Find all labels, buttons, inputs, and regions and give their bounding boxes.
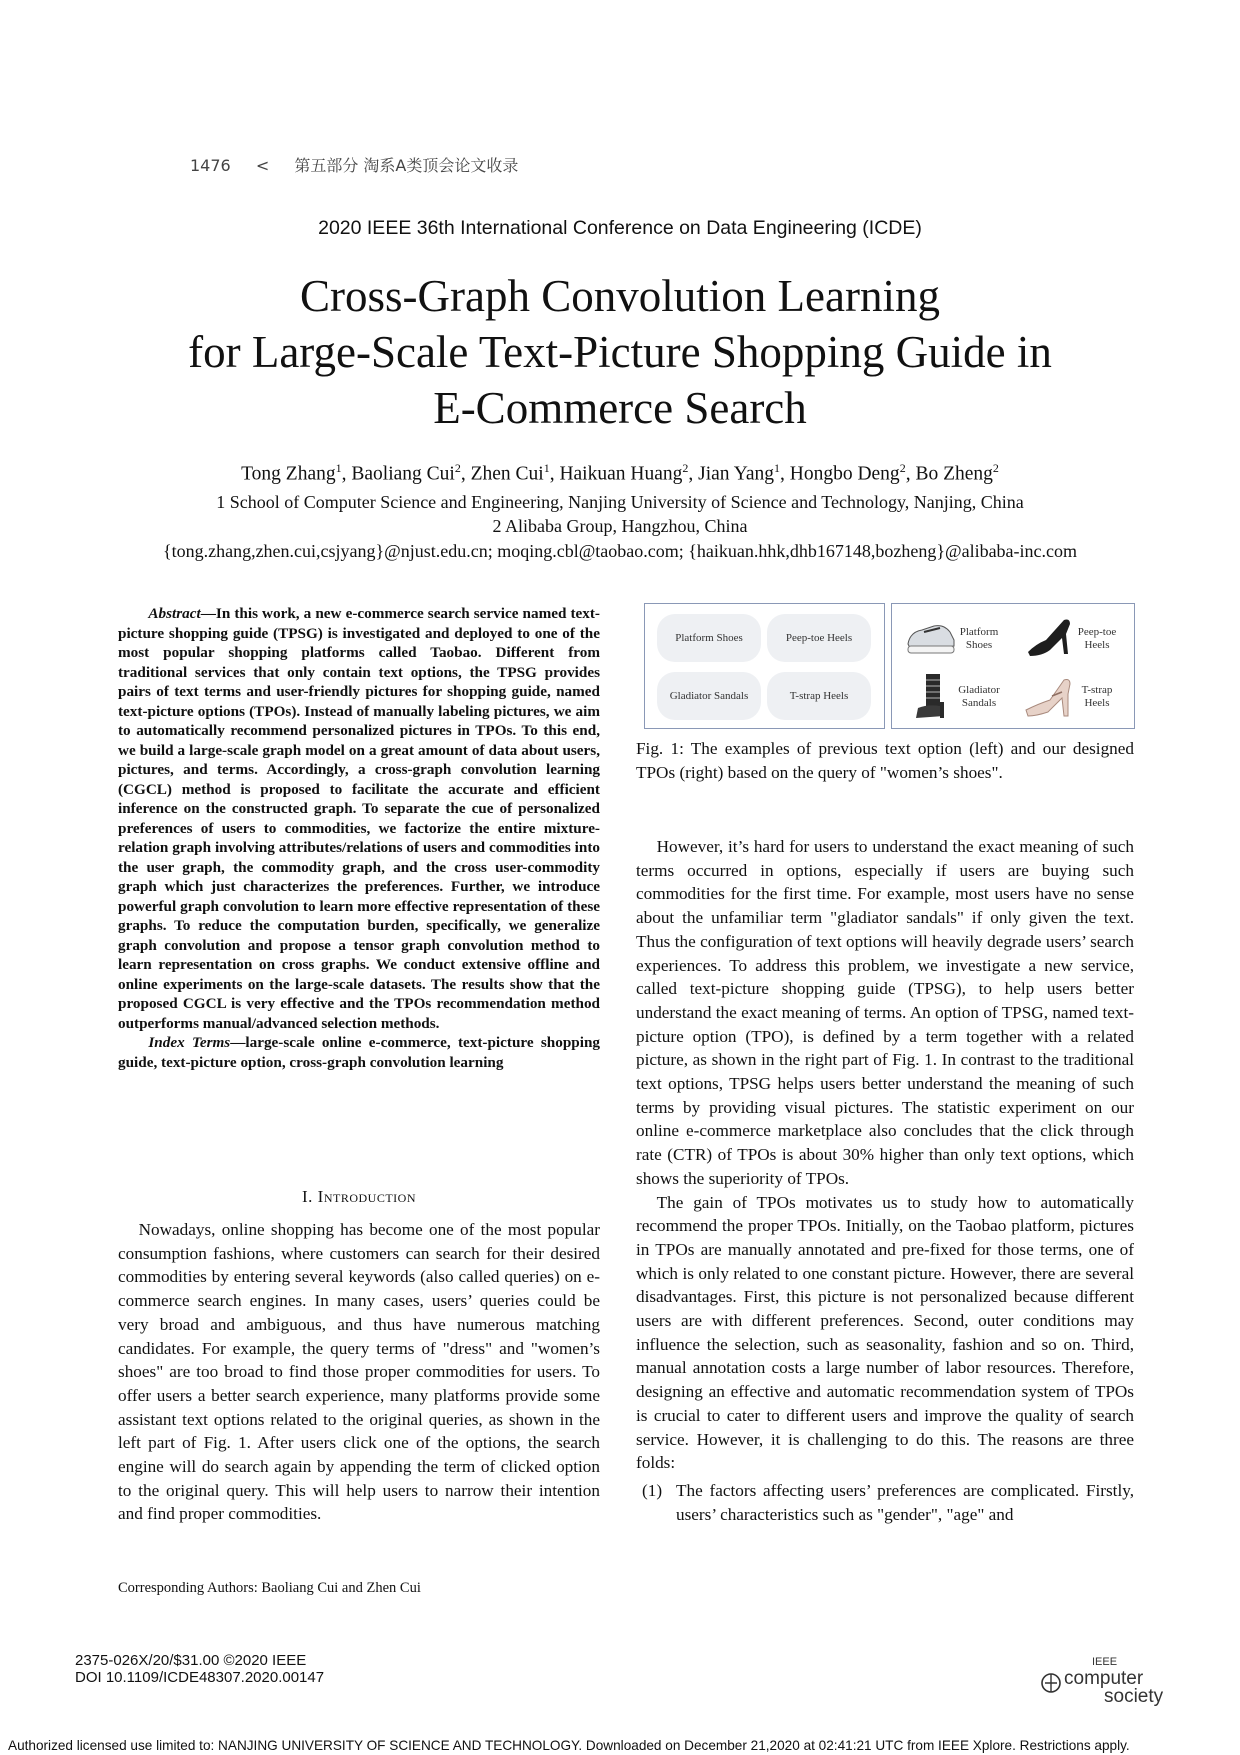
author-name: Hongbo Deng [789,463,900,485]
logo-ieee-text: IEEE [1092,1656,1118,1668]
computer-society-glyph-icon [1040,1672,1062,1694]
text-option-tile: Peep-toe Heels [767,614,871,662]
page-number: 1476 [190,156,231,175]
index-terms-paragraph [118,1033,600,1072]
license-notice: Authorized licensed use limited to: NANJING UNIVERSITY OF SCIENCE AND TECHNOLOGY. Downloaded on December 21,2020 at 02:41:21 UTC from IEEE Xplore. Restrictions apply. [8,1738,1130,1753]
text-option-tile: Gladiator Sandals [657,672,761,720]
tpo-label: Peep-toe Heels [1077,626,1117,651]
section-title: Introduction [317,1187,416,1206]
paper-title [80,268,1160,436]
list-number: (1) [642,1480,663,1500]
intro-paragraph: Nowadays, online shopping has become one of the most popular consumption fashions, where customers can search for their desired commodities by entering several keywords (also called queries) on e-commerce search engines. In many cases, users’ queries could be very broad and ambiguous, and thus have numerous matching candidates. For example, the query terms of "dress" and "women’s shoes" are too broad to find those proper commodities for users. To offer users a better search experience, many platforms provide some assistant text options related to the original queries, as shown in the left part of Fig. 1. After users click one of the options, the search engine will do search again by appending the term of clicked option to the original query. This will help users to narrow their intention and find proper commodities. [118,1220,600,1524]
author-name: Baoliang Cui [351,463,455,485]
tpo-tile [898,612,1010,660]
tpo-label: T-strap Heels [1081,684,1113,709]
author-affiliation-mark: 2 [454,461,461,475]
gladiator-sandal-icon [904,672,958,720]
index-terms-label: Index Terms [148,1034,231,1051]
footnote: Corresponding Authors: Baoliang Cui and Zhen Cui [118,1580,421,1596]
author-affiliation-mark: 2 [992,461,999,475]
peep-toe-heel-icon [1022,614,1076,658]
abstract-paragraph [118,604,600,1033]
doi-line: DOI 10.1109/ICDE48307.2020.00147 [75,1669,325,1686]
copyright-line: 2375-026X/20/$31.00 ©2020 IEEE [75,1652,307,1669]
text-option-tile: T-strap Heels [767,672,871,720]
author-affiliation-mark: 1 [773,461,780,475]
body-paragraph: The gain of TPOs motivates us to study how to automatically recommend the proper TPOs. Initially, on the Taobao platform, pictures in TPOs are manually annotated and pre-fixed for those terms, one of which is only related to one constant picture. However, there are several disadvantages. First, this picture is not personalized because different users are with different preferences. Second, outer conditions may influence the selection, such as seasonality, fashion and so on. Third, manual annotation costs a large number of labor resources. Therefore, designing an effective and automatic recommendation system of TPOs is crucial to cater to different users and improve the quality of search service. However, it is challenging to do this. The reasons are three folds: [636,1192,1134,1473]
abstract-label: Abstract [148,605,201,622]
body-paragraph: However, it’s hard for users to understand the exact meaning of such terms occurred in options, especially if users are buying such commodities for the first time. For example, most users have no sense about the unfamiliar term "gladiator sandals" if only given the text. Thus the configuration of text options will heavily degrade users’ search experiences. To address this problem, we investigate a new service, called text-picture shopping guide (TPSG), to help users better understand the exact meaning of terms. An option of TPSG, named text-picture option (TPO), is defined by a term together with a related picture, as shown in the right part of Fig. 1. In contrast to the traditional text options, TPSG helps users better understand the meaning of such terms by providing visual pictures. The statistic experiment on our online e-commerce marketplace also concludes that the click through rate (CTR) of TPOs is about 30% higher than only text options, which shows the superiority of TPOs. [636,837,1134,1188]
author-name: Zhen Cui [470,463,544,485]
author-name: Jian Yang [698,463,774,485]
t-strap-heel-icon [1022,672,1076,720]
header-separator: < [255,156,270,175]
tpo-label: Platform Shoes [959,626,999,651]
tpo-panel [891,603,1135,729]
affiliation-2: 2 Alibaba Group, Hangzhou, China [492,516,748,536]
figure-1 [644,603,1135,729]
author-emails: {tong.zhang,zhen.cui,csjyang}@njust.edu.cn; moqing.cbl@taobao.com; {haikuan.hhk,dhb167148,bozheng}@alibaba-inc.com [162,541,1078,561]
section-heading [118,1187,600,1207]
list-text: The factors affecting users’ preferences are complicated. Firstly, users’ characteristics such as "gender", "age" and [676,1480,1134,1524]
section-number: I. [302,1187,313,1206]
tpo-tile [1016,612,1128,660]
doi-block [75,1652,324,1686]
author-affiliation-mark: 1 [335,461,342,475]
conference-name: 2020 IEEE 36th International Conference on Data Engineering (ICDE) [318,217,922,239]
author-affiliation-mark: 2 [682,461,689,475]
affiliation-1: 1 School of Computer Science and Engineering, Nanjing University of Science and Technology, Nanjing, China [216,492,1024,512]
tpo-tile [898,670,1010,718]
abstract-text: —In this work, a new e-commerce search service named text-picture shopping guide (TPSG) is investigated and deployed to one of the most popular shopping platforms called Taobao. Different from traditional services that only contain text options, the TPSG provides pairs of text terms and user-friendly pictures for shopping guide, named text-picture options (TPOs). Instead of manually labeling pictures, we aim to automatically recommend personalized pictures in TPOs. To this end, we build a large-scale graph model on a great amount of data about users, pictures, and terms. Accordingly, a cross-graph convolution learning (CGCL) method is proposed to facilitate the accurate and efficient inference on the constructed graph. To separate the cue of personalized preferences of users to commodities, we factorize the entire mixture-relation graph involving attributes/relations of users and commodities into the user graph, the commodity graph, and the cross user-commodity graph which just characterizes the preferences. Further, we introduce powerful graph convolution to learn more effective representation of these graphs. To reduce the computation burden, specifically, we generalize graph convolution and propose a tensor graph convolution method to learn representation on cross graphs. We conduct extensive offline and online experiments on the large-scale datasets. The results show that the proposed CGCL is very effective and the TPOs recommendation method outperforms manual/advanced selection methods. [118,605,600,1032]
abstract-block [118,604,600,1072]
author-list: Tong Zhang$^1$, Baoliang Cui$^2$, Zhen Cui$^1$, Haikuan Huang$^2$, Jian Yang$^1$, Hongbo Deng$^2$, Bo Zheng$^2$ [241,461,999,485]
text-option-tile: Platform Shoes [657,614,761,662]
figure-caption: Fig. 1: The examples of previous text option (left) and our designed TPOs (right) based on the query of "women’s shoes". [636,739,1134,782]
platform-shoe-icon [904,614,958,658]
reason-list-item [636,1479,1134,1526]
title-line: E-Commerce Search [433,383,807,433]
right-column-text [636,835,1134,1526]
author-name: Haikuan Huang [559,463,683,485]
author-affiliation-mark: 1 [543,461,550,475]
section-label: 第五部分 淘系A类顶会论文收录 [294,156,519,175]
logo-society-text: society [1104,1686,1164,1707]
text-option-panel [644,603,885,729]
index-terms-text: —large-scale online e-commerce, text-picture shopping guide, text-picture option, cross-graph convolution learning [118,1034,600,1071]
ieee-computer-society-logo [1040,1656,1170,1706]
title-line: Cross-Graph Convolution Learning [300,271,940,321]
tpo-tile [1016,670,1128,718]
title-line: for Large-Scale Text-Picture Shopping Guide in [188,327,1052,377]
tpo-label: Gladiator Sandals [958,684,1000,709]
running-header [190,153,518,176]
author-affiliation-mark: 2 [899,461,906,475]
author-name: Bo Zheng [915,463,993,485]
intro-text [118,1218,600,1526]
logo-computer-text: computer [1064,1668,1144,1689]
author-name: Tong Zhang [241,463,336,485]
